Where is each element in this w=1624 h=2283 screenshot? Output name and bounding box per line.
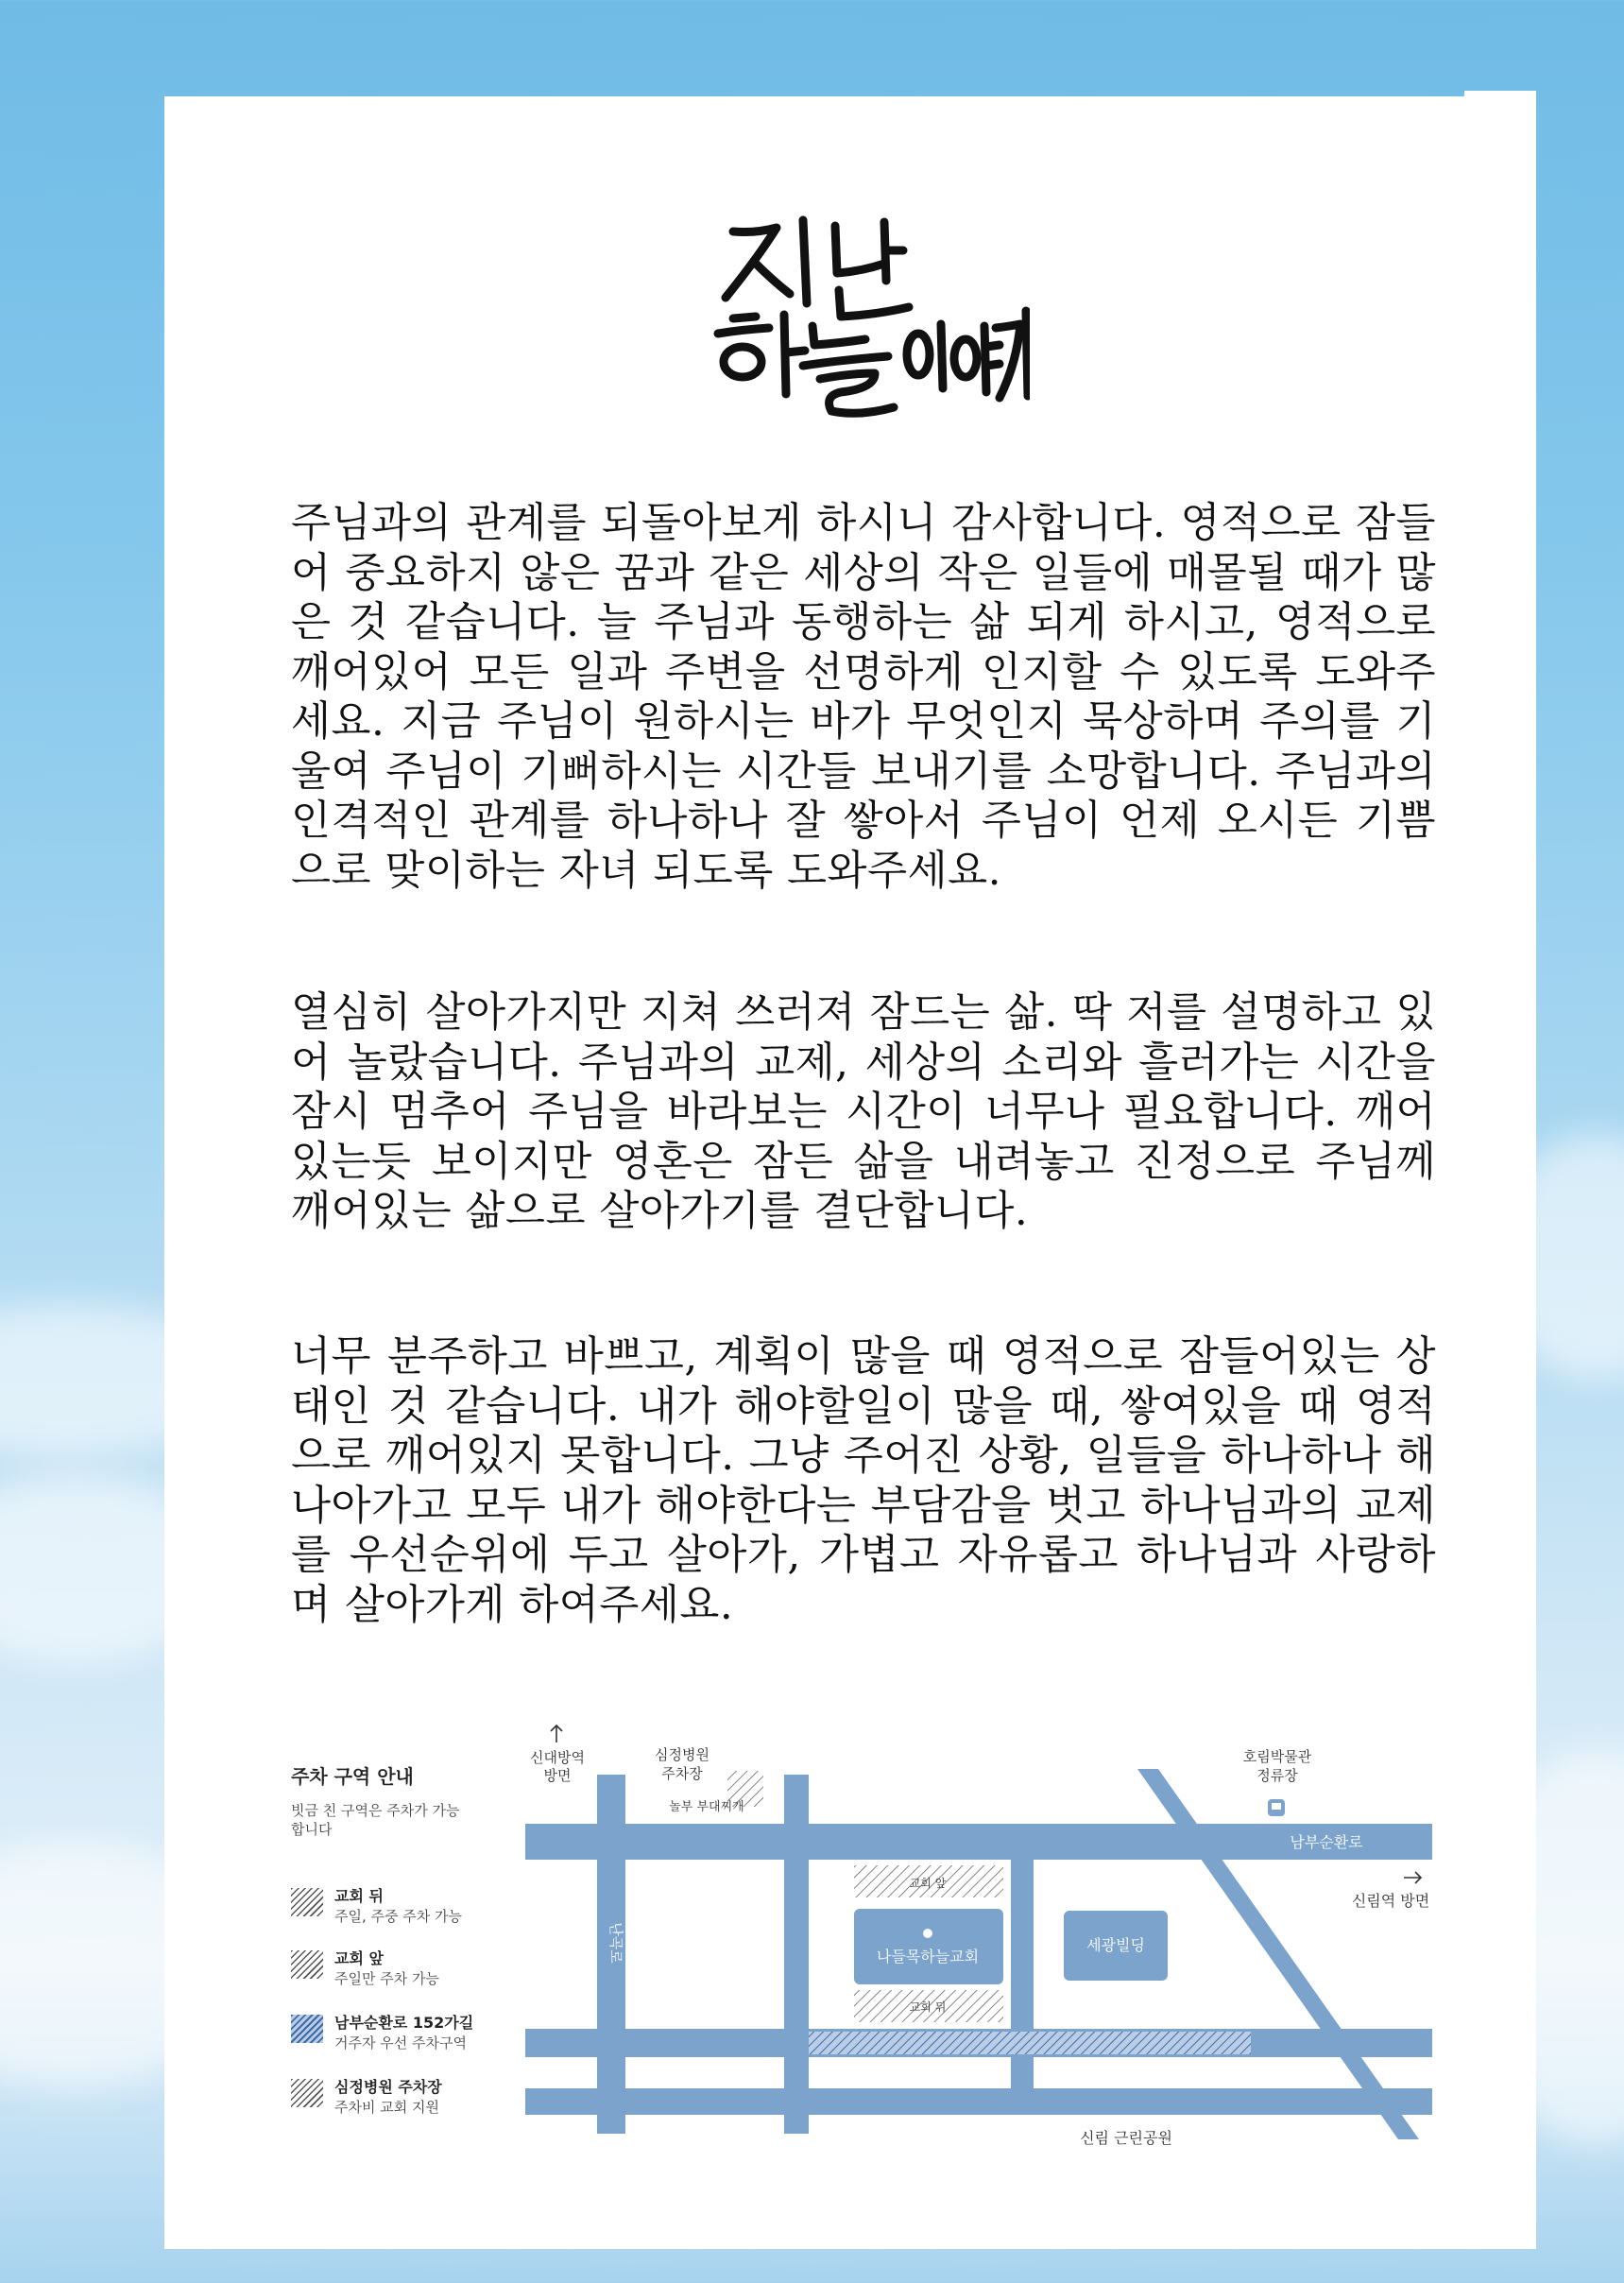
label-church-front: 교회 앞 [909,1877,947,1890]
resident-parking-zone [809,2032,1251,2054]
road-middle [784,1775,809,2134]
legend-item-desc: 주차비 교회 지원 [334,2099,439,2116]
calligraphy-title [699,213,1030,430]
arrow-right-icon [1404,1872,1421,1883]
reflection-paragraph-2: 열심히 살아가지만 지쳐 쓰러져 잠드는 삶. 딱 저를 설명하고 있어 놀랐습니다. 주님과의 교제, 세상의 소리와 흘러가는 시간을 잠시 멈추어 주님을 바라보는 시간이 너무나 필요합니다. 깨어있는듯 보이지만 영혼은 잠든 삶을 내려놓고 진정으로 주님께 깨어있는 삶으로 살아가기를 결단합니다. [291,989,1436,1235]
label-church-back: 교회 뒤 [909,2000,947,2014]
label-park: 신림 근린공원 [1080,2129,1172,2147]
label-nolbu: 놀부 부대찌개 [669,1800,744,1814]
reflection-paragraph-3: 너무 분주하고 바쁘고, 계획이 많을 때 영적으로 잠들어있는 상태인 것 같습니다. 내가 해야할일이 많을 때, 쌓여있을 때 영적으로 깨어있지 못합니다. 그냥 주어진 상황, 일들을 하나하나 해나아가고 모두 내가 해야한다는 부담감을 벗고 하나님과의 교제를 우선순위에 두고 살아가, 가볍고 자유롭고 하나님과 사랑하며 살아가게 하여주세요. [291,1333,1436,1629]
label-church: 나들목하늘교회 [876,1948,980,1965]
legend-subtitle: 빗금 친 구역은 주차가 가능합니다 [291,1802,460,1838]
legend-item-desc: 주일만 주차 가능 [334,1970,439,1987]
label-sillim-station: 신림역 방면 [1351,1892,1430,1910]
label-museum: 호림박물관 [1242,1748,1312,1765]
label-hospital: 심정병원 [655,1746,709,1763]
legend-item-title: 교회 뒤 [334,1887,384,1905]
legend-item-desc: 거주자 우선 주차구역 [334,2034,467,2051]
label-segwang-building: 세광빌딩 [1086,1936,1145,1954]
legend-item-title: 남부순환로 152가길 [334,2014,474,2032]
arrow-up-icon [551,1725,562,1742]
parking-map [283,1710,1455,2164]
label-nambu-road: 남부순환로 [1290,1833,1363,1851]
reflection-paragraph-1: 주님과의 관계를 되돌아보게 하시니 감사합니다. 영적으로 잠들어 중요하지 않은 꿈과 같은 세상의 작은 일들에 매몰될 때가 많은 것 같습니다. 늘 주님과 동행하는 삶 되게 하시고, 영적으로 깨어있어 모든 일과 주변을 선명하게 인지할 수 있도록 도와주세요. 지금 주님이 원하시는 바가 무엇인지 묵상하며 주의를 기울여 주님이 기뻐하시는 시간들 보내기를 소망합니다. 주님과의 인격적인 관계를 하나하나 잘 쌓아서 주님이 언제 오시든 기쁨으로 맞이하는 자녀 되도록 도와주세요. [291,500,1436,895]
label-sindaebang-direction: 방면 [543,1767,572,1784]
road-south [525,2088,1432,2115]
bus-stop-icon [1268,1799,1285,1816]
road-east [1011,1860,1034,2115]
legend-title: 주차 구역 안내 [291,1765,414,1788]
church-building [854,1909,1003,1984]
legend-item-desc: 주일, 주중 주차 가능 [334,1908,462,1925]
legend-item-title: 교회 앞 [334,1949,384,1967]
road-map [283,1710,1455,2164]
label-bus-stop: 정류장 [1256,1767,1298,1784]
church-dot-icon [923,1929,932,1938]
legend-item-title: 심정병원 주차장 [334,2078,442,2096]
label-hospital-parking: 주차장 [661,1765,703,1782]
label-nangok-road: 난곡로 [607,1922,624,1964]
label-sindaebang: 신대방역 [530,1749,585,1766]
